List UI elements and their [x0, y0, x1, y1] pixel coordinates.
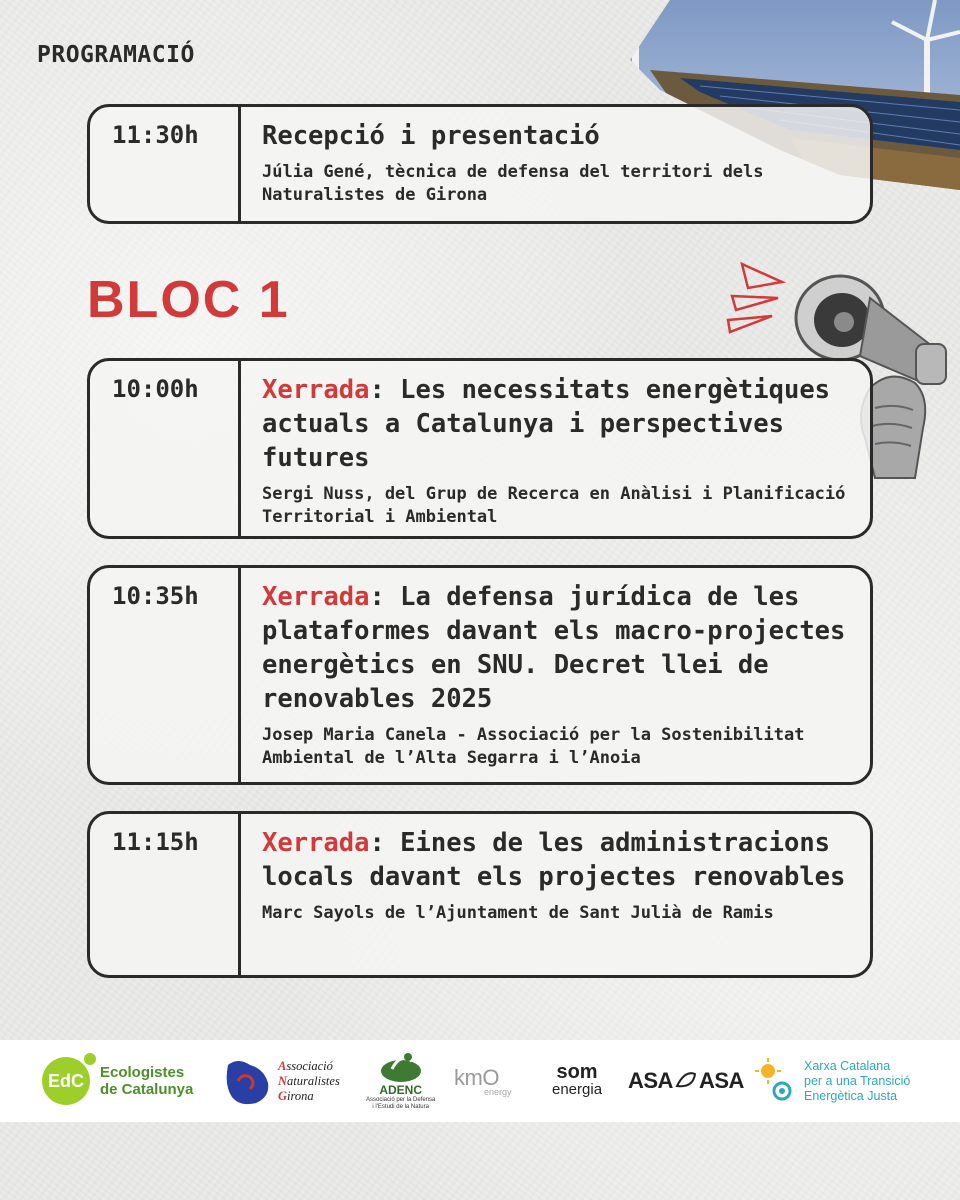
logo-adenc — [366, 1040, 435, 1122]
talk-type-label: Xerrada — [262, 375, 370, 405]
xarxa-line-1: Xarxa Catalana — [804, 1058, 891, 1073]
sun-icon — [752, 1057, 796, 1105]
som-line-2: energia — [552, 1081, 603, 1098]
talk-type-label: Xerrada — [262, 828, 370, 858]
xarxa-line-3: Energètica Justa — [804, 1088, 898, 1103]
edc-line-1: Ecologistes — [100, 1064, 185, 1081]
logo-xarxa-transicio-energetica — [752, 1040, 910, 1122]
xarxa-line-2: per a una Transició — [804, 1073, 911, 1088]
anat-line-3: irona — [287, 1088, 314, 1103]
talk-title-text: : Eines de les administracions locals davant els projectes renovables — [262, 828, 846, 892]
schedule-card-intro — [87, 104, 873, 224]
som-line-1: som — [556, 1061, 598, 1083]
time-label: 11:30h — [112, 121, 199, 149]
card-divider — [238, 811, 241, 978]
talk-type-label: Xerrada — [262, 582, 370, 612]
kmo-sub: energy — [484, 1087, 512, 1097]
card-divider — [238, 565, 241, 785]
time-label: 10:35h — [112, 582, 199, 610]
logo-asa — [628, 1040, 744, 1122]
sound-wave-lines — [728, 264, 782, 332]
logo-ecologistes-de-catalunya — [42, 1040, 193, 1122]
logo-associacio-naturalistes-girona — [222, 1040, 340, 1122]
schedule-card-talk-1 — [87, 358, 873, 539]
bloc-title: BLOC 1 — [87, 271, 290, 329]
asa-right: ASA — [698, 1068, 744, 1093]
time-label: 10:00h — [112, 375, 199, 403]
speaker-info: Sergi Nuss, del Grup de Recerca en Anàlisi i Planificació Territorial i Ambiental — [262, 484, 846, 527]
edc-line-2: de Catalunya — [100, 1081, 194, 1098]
time-label: 11:15h — [112, 828, 199, 856]
session-title — [262, 826, 852, 894]
session-title — [262, 373, 852, 475]
talk-title-text: : Les necessitats energètiques actuals a Catalunya i perspectives futures — [262, 375, 831, 473]
anat-map-icon — [222, 1055, 274, 1107]
logo-som-energia — [552, 1040, 602, 1122]
edc-logo-mark: EdC — [42, 1057, 90, 1105]
anat-line-1: ssociació — [286, 1058, 333, 1073]
speaker-info: Josep Maria Canela - Associació per la Sostenibilitat Ambiental de l’Alta Segarra i l’Anoia — [262, 725, 805, 768]
schedule-card-talk-2 — [87, 565, 873, 785]
talk-title-text: : La defensa jurídica de les plataformes davant els macro-projectes energètics en SNU. Decret llei de renovables 2025 — [262, 582, 846, 714]
logo-kmo-energy — [454, 1040, 512, 1122]
adenc-sub-2: i l'Estudi de la Natura — [372, 1104, 429, 1110]
adenc-name: ADENC — [379, 1083, 423, 1097]
card-divider — [238, 104, 241, 224]
adenc-bird-icon — [378, 1051, 424, 1083]
schedule-card-talk-3 — [87, 811, 873, 978]
anat-cap-2: N — [278, 1073, 288, 1088]
adenc-sub-1: Associació per la Defensa — [366, 1097, 436, 1103]
sponsor-logo-strip — [0, 1040, 960, 1122]
kmo-name: kmO — [454, 1065, 499, 1090]
asa-leaf-icon — [675, 1072, 697, 1090]
speaker-info: Júlia Gené, tècnica de defensa del territori dels Naturalistes de Girona — [262, 162, 764, 205]
section-label: PROGRAMACIÓ — [37, 42, 195, 68]
asa-left: ASA — [628, 1068, 673, 1093]
session-title — [262, 580, 852, 716]
speaker-info: Marc Sayols de l’Ajuntament de Sant Julià de Ramis — [262, 903, 774, 923]
card-divider — [238, 358, 241, 539]
session-title: Recepció i presentació — [262, 121, 600, 151]
anat-line-2: aturalistes — [287, 1073, 340, 1088]
anat-cap-1: A — [278, 1058, 287, 1073]
anat-cap-3: G — [278, 1088, 288, 1103]
